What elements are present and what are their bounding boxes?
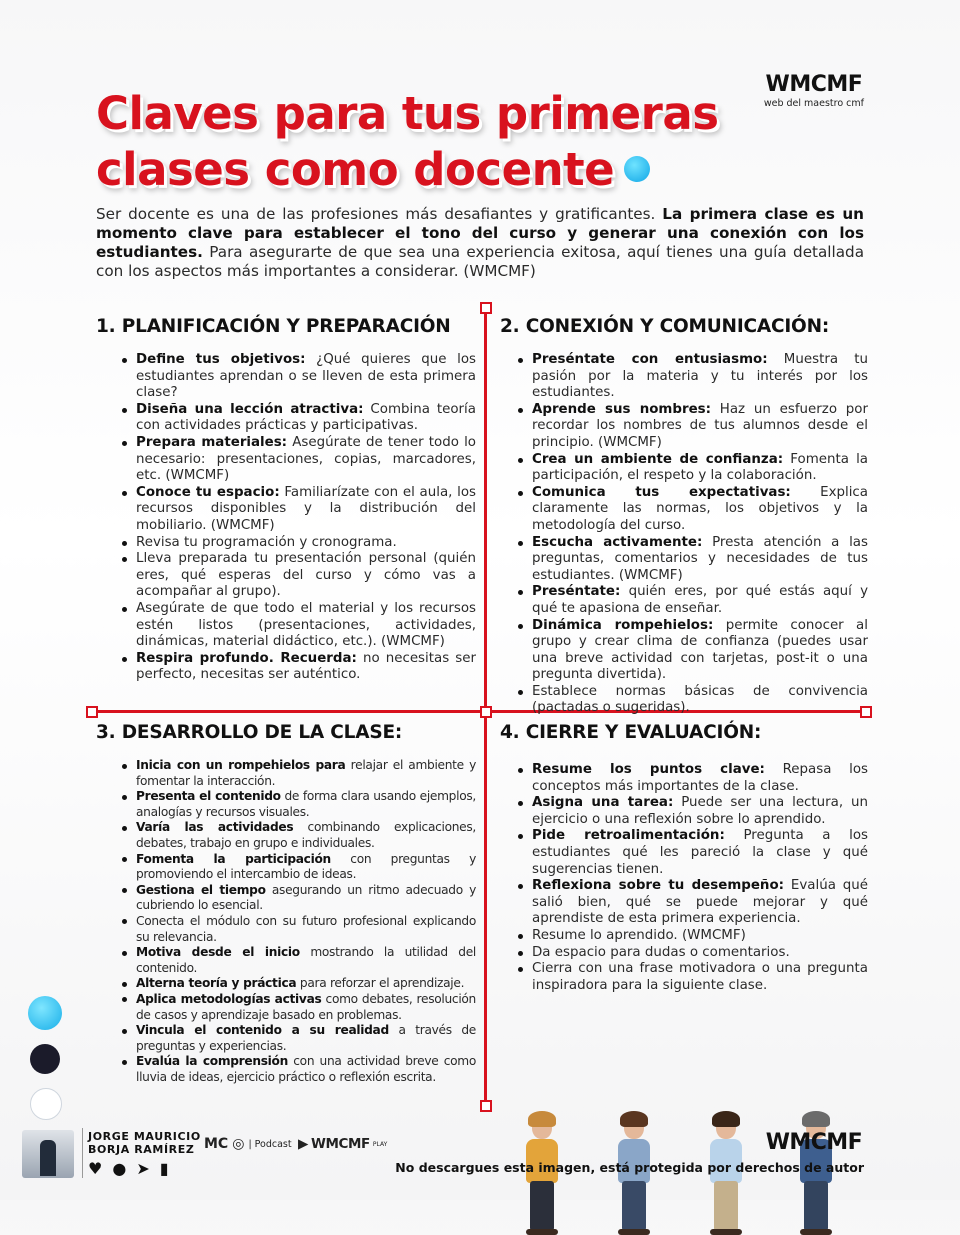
list-item: [136, 992, 476, 1023]
list-item: [136, 852, 476, 883]
teachers-illustration: [498, 990, 868, 1115]
intro-paragraph: [96, 205, 864, 281]
list-item: [532, 452, 868, 485]
item-text: con preguntas y promoviendo el intercambio de ideas.: [136, 851, 476, 882]
wmcmf-badge-icon: [624, 156, 650, 182]
page-title: [96, 86, 796, 198]
list-item: [136, 651, 476, 684]
author-avatar[interactable]: [22, 1130, 74, 1178]
author-line-1: JORGE MAURICIO: [88, 1130, 201, 1143]
item-bold: Vincula el contenido a su realidad: [136, 1023, 389, 1038]
wmcmf-side-badge-icon[interactable]: [28, 996, 62, 1030]
item-text: permite conocer al grupo y crear clima de confianza (puedes usar una breve actividad con tarjetas, post-it o una pregunta divertida).: [532, 617, 868, 683]
footer-divider: [82, 1128, 83, 1178]
wmcmf-play-logo[interactable]: [298, 1136, 387, 1152]
item-bold: Reflexiona sobre tu desempeño:: [532, 878, 785, 894]
item-text: Revisa tu programación y cronograma.: [136, 534, 397, 550]
social-actions: [88, 1160, 169, 1178]
section-cierre: [500, 722, 868, 994]
item-text: a través de preguntas y experiencias.: [136, 1023, 476, 1053]
list-item: [136, 435, 476, 485]
list-item: [532, 618, 868, 684]
item-text: combinando explicaciones, debates, trabajo en grupo e individuales.: [136, 820, 477, 850]
list-item: [532, 402, 868, 452]
list-item: [136, 551, 476, 601]
section-title: 1. PLANIFICACIÓN Y PREPARACIÓN: [96, 316, 451, 337]
list-item: [532, 945, 868, 962]
divider-node-center: [480, 706, 492, 718]
item-bold: Aprende sus nombres:: [532, 401, 711, 417]
item-text: asegurando un ritmo adecuado y cubriendo lo esencial.: [136, 882, 476, 913]
section-list: [500, 352, 868, 717]
brand-subtitle: web del maestro cmf: [763, 98, 864, 109]
list-item: [136, 914, 476, 945]
title-line-2-text: clases como docente: [96, 143, 615, 196]
item-bold: Respira profundo. Recuerda:: [136, 650, 357, 666]
item-bold: Prepara materiales:: [136, 434, 288, 450]
podcast-label: | Podcast: [248, 1138, 292, 1150]
list-item: [532, 352, 868, 402]
item-bold: Escucha activamente:: [532, 534, 703, 550]
item-text: ¿Qué quieres que los estudiantes aprendan o se lleven de esta primera clase?: [136, 352, 476, 401]
section-title: 2. CONEXIÓN Y COMUNICACIÓN:: [500, 316, 830, 337]
list-item: [136, 820, 476, 851]
copyright-notice: No descargues esta imagen, está protegida por derechos de autor: [395, 1160, 864, 1175]
item-text: como debates, resolución de casos y aprendizaje basado en problemas.: [136, 991, 476, 1022]
list-item: [136, 945, 476, 976]
item-text: Explica claramente las normas, los objetivos y la metodología del curso.: [532, 484, 868, 533]
intro-text-2: Para asegurarte de que sea una experiencia exitosa, aquí tienes una guía detallada con los aspectos más importantes a considerar. (WMCMF): [96, 243, 864, 280]
list-item: [532, 928, 868, 945]
item-bold: Diseña una lección atractiva:: [136, 401, 364, 417]
section-planificacion: [96, 316, 476, 684]
item-text: Resume lo aprendido. (WMCMF): [532, 927, 746, 943]
item-text: quién eres, por qué estás aquí y qué te apasiona de enseñar.: [532, 584, 868, 616]
item-text: relajar el ambiente y fomentar la interacción.: [136, 758, 476, 788]
list-item: [136, 1054, 476, 1085]
list-item: [136, 883, 476, 914]
item-text: Pregunta a los estudiantes qué les pareció la clase y qué sugerencias tienen.: [532, 828, 868, 877]
item-text: Da espacio para dudas o comentarios.: [532, 944, 790, 960]
item-text: Puede ser una lectura, un ejercicio o una reflexión sobre lo aprendido.: [532, 795, 868, 827]
divider-node-left: [86, 706, 98, 718]
section-list: [96, 758, 476, 1085]
item-bold: Crea un ambiente de confianza:: [532, 451, 784, 467]
list-item: [532, 684, 868, 717]
list-item: [136, 485, 476, 535]
item-bold: Define tus objetivos:: [136, 352, 306, 367]
section-list: [96, 352, 476, 684]
item-text: para reforzar el aprendizaje.: [296, 976, 465, 991]
play-icon: ▶: [298, 1136, 308, 1152]
item-bold: Resume los puntos clave:: [532, 762, 765, 777]
item-text: Presta atención a las preguntas, comentarios y necesidades de tus estudiantes. (WMCMF): [532, 534, 868, 583]
mic-icon: ◎: [232, 1136, 245, 1152]
play-logo-text: WMCMF: [310, 1136, 370, 1152]
author-line-2: BORJA RAMÍREZ: [88, 1143, 195, 1156]
item-text: Familiarízate con el aula, los recursos disponibles y la distribución del mobiliario. (WMCMF): [136, 484, 476, 533]
item-text: Asegúrate de tener todo lo necesario: presentaciones, copias, marcadores, etc. (WMCMF): [136, 434, 476, 484]
item-bold: Gestiona el tiempo: [136, 882, 266, 897]
list-item: [136, 758, 476, 789]
item-bold: Aplica metodologías activas: [136, 991, 322, 1006]
item-text: Haz un esfuerzo por recordar los nombres de tus alumnos desde el principio. (WMCMF): [532, 401, 868, 450]
list-item: [136, 789, 476, 820]
item-text: no necesitas ser perfecto, necesitas ser auténtico.: [136, 650, 476, 683]
list-item: [532, 878, 868, 928]
item-bold: Preséntate con entusiasmo:: [532, 352, 768, 367]
list-item: [136, 535, 476, 552]
item-bold: Pide retroalimentación:: [532, 828, 725, 844]
intro-text-1: Ser docente es una de las profesiones más desafiantes y gratificantes.: [96, 205, 663, 223]
item-text: Evalúa qué salió bien, qué se puede mejorar y qué aprendiste de esta primera experiencia.: [532, 878, 868, 927]
podcast-logo[interactable]: [204, 1136, 292, 1152]
item-text: Cierra con una frase motivadora o una pregunta inspiradora para la siguiente clase.: [532, 961, 868, 993]
item-text: Muestra tu pasión por la materia y tu interés por los estudiantes.: [532, 352, 868, 401]
item-text: de forma clara usando ejemplos, analogías y recursos visuales.: [136, 789, 476, 819]
section-list: [500, 762, 868, 994]
item-text: mostrando la utilidad del contenido.: [136, 945, 476, 975]
item-bold: Alterna teoría y práctica: [136, 976, 297, 991]
intro-bold: La primera clase es un momento clave para establecer el tono del curso y generar una conexión con los estudiantes.: [96, 205, 864, 261]
podcast-logo-text: MC: [204, 1136, 229, 1152]
heart-icon[interactable]: ♥: [88, 1159, 103, 1178]
play-label: PLAY: [372, 1140, 388, 1148]
section-conexion: [500, 316, 868, 717]
list-item: [136, 402, 476, 435]
item-bold: Presenta el contenido: [136, 789, 281, 804]
item-text: Lleva preparada tu presentación personal (quién eres, qué esperas del curso y cómo vas a acompañar al grupo).: [136, 551, 476, 600]
title-line-2: [96, 142, 796, 198]
item-text: Combina teoría con actividades prácticas y participativas.: [136, 401, 476, 434]
item-bold: Conoce tu espacio:: [136, 484, 280, 500]
item-text: Repasa los conceptos más importantes de la clase.: [532, 762, 868, 794]
list-item: [136, 976, 476, 992]
list-item: [136, 352, 476, 402]
list-item: [532, 828, 868, 878]
item-bold: Evalúa la comprensión: [136, 1054, 288, 1069]
list-item: [136, 601, 476, 651]
item-bold: Preséntate:: [532, 584, 621, 600]
item-text: Conecta el módulo con su futuro profesional explicando su relevancia.: [136, 913, 476, 944]
author-name: [88, 1130, 201, 1156]
list-item: [532, 584, 868, 617]
divider-node-bottom: [480, 1100, 492, 1112]
list-item: [532, 535, 868, 585]
wmcmf-dark-badge-icon[interactable]: [30, 1044, 60, 1074]
item-text: Asegúrate de que todo el material y los recursos estén listos (presentaciones, actividades, dinámicas, material didáctico, etc.). (WMCMF): [136, 600, 476, 650]
item-bold: Fomenta la participación: [136, 851, 331, 866]
item-bold: Motiva desde el inicio: [136, 945, 300, 960]
item-bold: Varía las actividades: [136, 820, 294, 835]
section-desarrollo: [96, 722, 476, 1085]
item-bold: Dinámica rompehielos:: [532, 617, 714, 633]
item-text: Fomenta la participación, el respeto y la colaboración.: [532, 451, 868, 484]
section-title: 4. CIERRE Y EVALUACIÓN:: [500, 722, 762, 743]
brand-logo: WMCMF: [765, 72, 863, 97]
mcp-badge-icon[interactable]: [30, 1088, 62, 1120]
title-line-1: Claves para tus primeras: [96, 87, 719, 140]
comment-icon[interactable]: ●: [112, 1159, 127, 1178]
send-icon[interactable]: ➤: [136, 1159, 150, 1178]
item-bold: Comunica tus expectativas:: [532, 484, 791, 500]
list-item: [532, 762, 868, 795]
list-item: [532, 485, 868, 535]
footer-brand-logo: WMCMF: [765, 1130, 862, 1155]
item-text: con una actividad breve como lluvia de ideas, ejercicio práctico o reflexión escrita.: [136, 1054, 476, 1084]
list-item: [532, 795, 868, 828]
divider-node-top: [480, 302, 492, 314]
section-title: 3. DESARROLLO DE LA CLASE:: [96, 722, 403, 743]
bookmark-icon[interactable]: ▮: [159, 1159, 169, 1178]
item-bold: Asigna una tarea:: [532, 795, 674, 811]
item-text: Establece normas básicas de convivencia (pactadas o sugeridas).: [532, 683, 868, 716]
item-bold: Inicia con un rompehielos para: [136, 758, 346, 772]
list-item: [136, 1023, 476, 1054]
